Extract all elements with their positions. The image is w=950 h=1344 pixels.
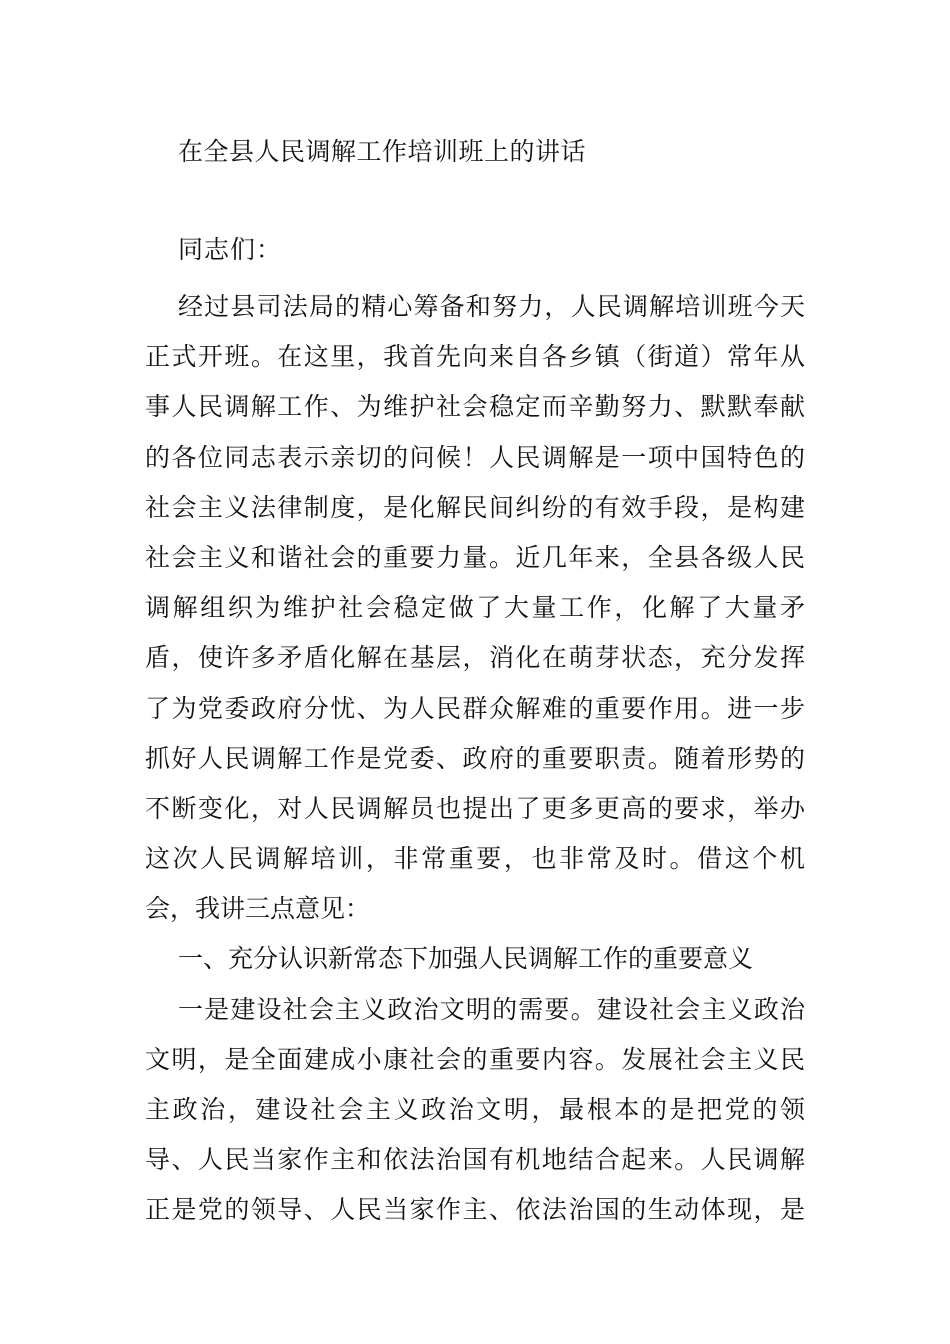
body-text (145, 282, 805, 1236)
text-line: 事人民调解工作、为维护社会稳定而辛勤努力、默默奉献 (145, 392, 805, 422)
text-line: 这次人民调解培训，非常重要，也非常及时。借这个机 (145, 844, 805, 874)
text-line: 正是党的领导、人民当家作主、依法治国的生动体现，是 (145, 1195, 805, 1225)
text-line: 了为党委政府分忧、为人民群众解难的重要作用。进一步 (145, 693, 805, 723)
text-line: 调解组织为维护社会稳定做了大量工作，化解了大量矛 (145, 593, 805, 623)
text-line: 社会主义法律制度，是化解民间纠纷的有效手段，是构建 (145, 492, 805, 522)
document-title: 在全县人民调解工作培训班上的讲话 (178, 137, 587, 166)
text-line: 抓好人民调解工作是党委、政府的重要职责。随着形势的 (145, 743, 805, 773)
text-line: 不断变化，对人民调解员也提出了更多更高的要求，举办 (145, 793, 805, 823)
text-line: 社会主义和谐社会的重要力量。近几年来，全县各级人民 (145, 542, 805, 572)
text-line: 经过县司法局的精心筹备和努力，人民调解培训班今天 (178, 292, 805, 321)
text-line: 的各位同志表示亲切的问候！人民调解是一项中国特色的 (145, 442, 805, 472)
greeting: 同志们： (178, 235, 283, 264)
text-line: 盾，使许多矛盾化解在基层，消化在萌芽状态，充分发挥 (145, 643, 805, 673)
text-line: 主政治，建设社会主义政治文明，最根本的是把党的领 (145, 1095, 805, 1124)
text-line: 会，我讲三点意见： (145, 894, 371, 924)
text-line: 导、人民当家作主和依法治国有机地结合起来。人民调解 (145, 1145, 805, 1175)
text-line: 正式开班。在这里，我首先向来自各乡镇（街道）常年从 (145, 342, 805, 372)
text-line: 一是建设社会主义政治文明的需要。建设社会主义政治 (178, 994, 805, 1024)
text-line: 文明，是全面建成小康社会的重要内容。发展社会主义民 (145, 1044, 805, 1074)
section-heading: 一、充分认识新常态下加强人民调解工作的重要意义 (178, 944, 754, 974)
